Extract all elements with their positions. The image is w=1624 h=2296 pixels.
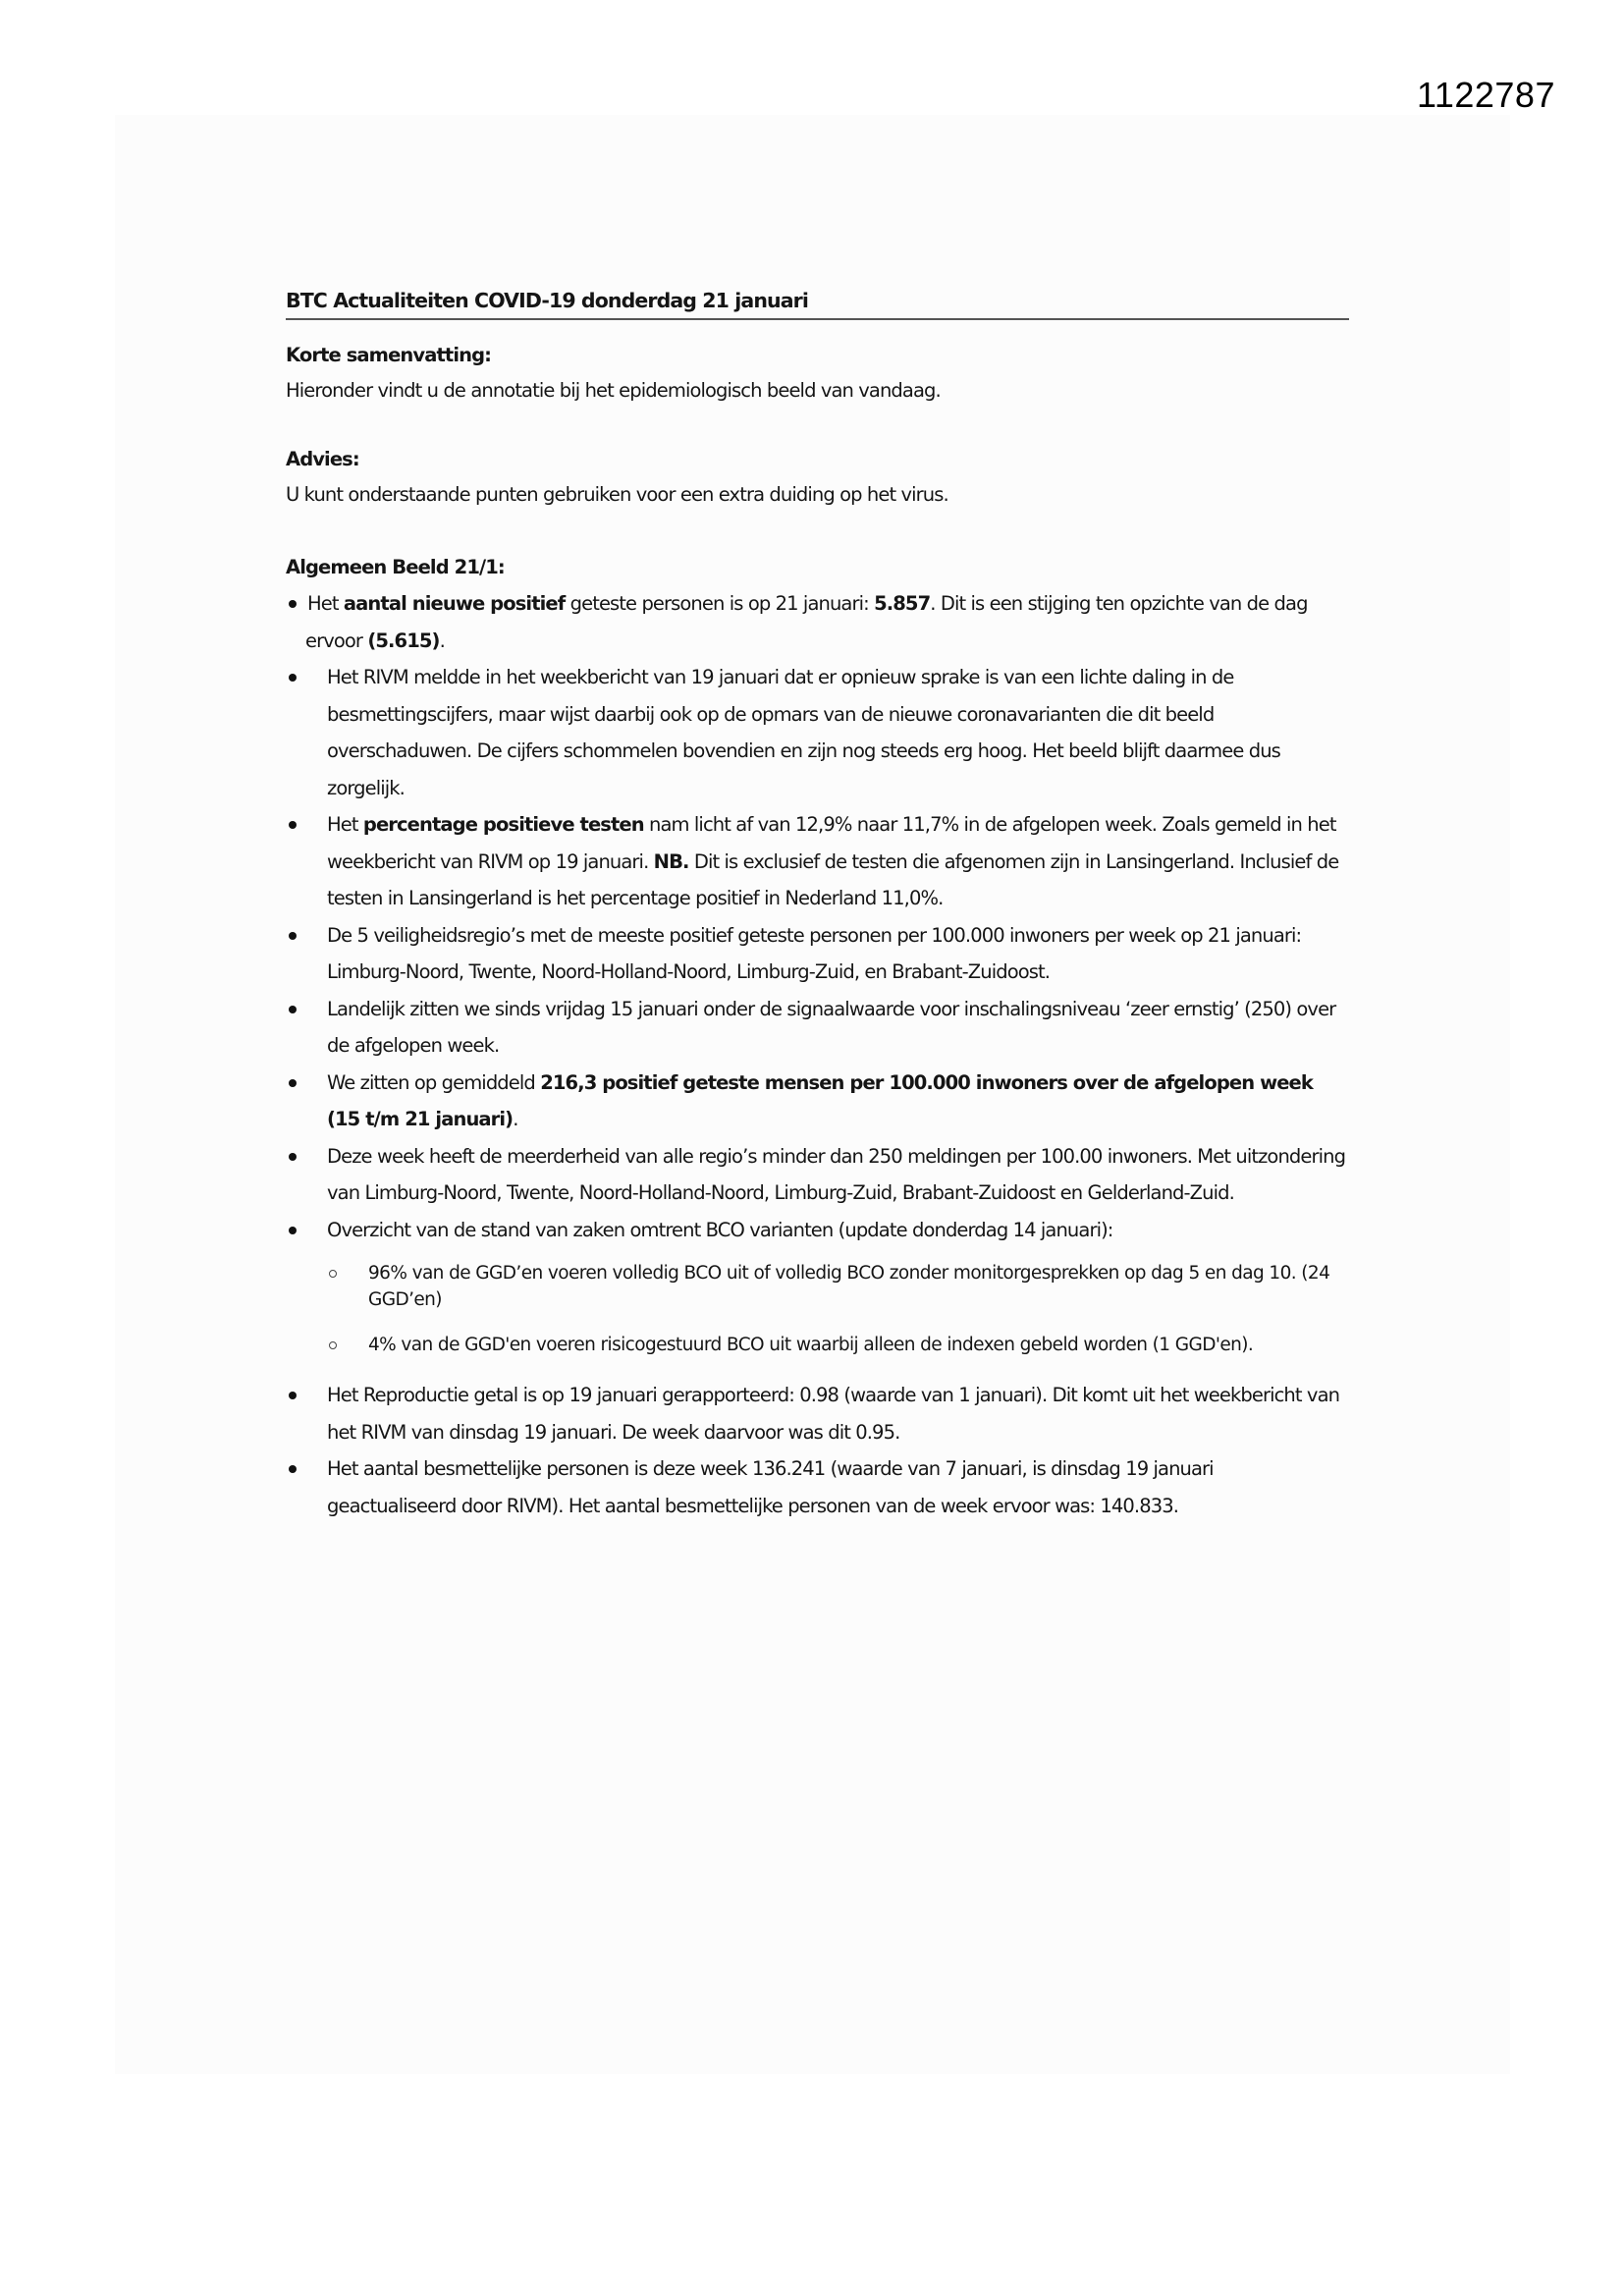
bullet-dot-icon (289, 1153, 297, 1161)
advice-heading: Advies: (286, 448, 359, 470)
summary-heading: Korte samenvatting: (286, 344, 492, 366)
bullet-dot-icon (289, 1392, 297, 1399)
bullet-bco-overview: Overzicht van de stand van zaken omtrent BCO varianten (update donderdag 14 januari): 96% van de GGD’en voeren volledig BCO uit of volledig BCO zonder monitorgesprekken op dag 5 en dag 10. (24 GGD’en) 4% van de GGD'en voeren risicogestuurd BCO uit waarbij alleen de indexen gebeld worden (1 GGD'en). (286, 1212, 1346, 1359)
bullet-contagious-persons: Het aantal besmettelijke personen is deze week 136.241 (waarde van 7 januari, is dinsdag 19 januari geactualiseerd door RIVM). Het aantal besmettelijke personen van de week ervoor was: 140.833. (286, 1450, 1346, 1524)
bullet-new-positives: Het aantal nieuwe positief geteste personen is op 21 januari: 5.857. Dit is een stijging ten opzichte van de dag ervoor (5.615). (286, 585, 1346, 659)
sub-bullet-risk-based-bco: 4% van de GGD'en voeren risicogestuurd BCO uit waarbij alleen de indexen gebeld worden (1 GGD'en). (286, 1332, 1346, 1358)
bullet-dot-icon (289, 1079, 297, 1087)
bullet-rivm-weekly: Het RIVM meldde in het weekbericht van 19 januari dat er opnieuw sprake is van een lichte daling in de besmettingscijfers, maar wijst daarbij ook op de opmars van de nieuwe coronavarianten die dit beeld overschaduwen. De cijfers schommelen bovendien en zijn nog steeds erg hoog. Het beeld blijft daarmee dus zorgelijk. (286, 659, 1346, 806)
general-bullet-list (286, 585, 1346, 1524)
summary-text: Hieronder vindt u de annotatie bij het epidemiologisch beeld van vandaag. (286, 379, 941, 402)
document-id: 1122787 (1417, 75, 1555, 115)
sub-bullet-circle-icon (329, 1341, 337, 1349)
general-heading: Algemeen Beeld 21/1: (286, 556, 505, 578)
sub-bullet-full-bco: 96% van de GGD’en voeren volledig BCO uit of volledig BCO zonder monitorgesprekken op dag 5 en dag 10. (24 GGD’en) (286, 1260, 1346, 1313)
sub-bullet-circle-icon (329, 1270, 337, 1278)
bullet-dot-icon (289, 1465, 297, 1473)
document-body (286, 287, 1346, 1524)
bullet-dot-icon (289, 674, 297, 682)
bullet-dot-icon (289, 1227, 297, 1234)
bullet-positive-percentage: Het percentage positieve testen nam licht af van 12,9% naar 11,7% in de afgelopen week. Zoals gemeld in het weekbericht van RIVM op 19 januari. NB. Dit is exclusief de testen die afgenomen zijn in Lansingerland. Inclusief de testen in Lansingerland is het percentage positief in Nederland 11,0%. (286, 806, 1346, 917)
advice-text: U kunt onderstaande punten gebruiken voor een extra duiding op het virus. (286, 483, 948, 506)
bullet-dot-icon (289, 1006, 297, 1013)
bullet-top-regions: De 5 veiligheidsregio’s met de meeste positief geteste personen per 100.000 inwoners per week op 21 januari: Limburg-Noord, Twente, Noord-Holland-Noord, Limburg-Zuid, en Brabant-Zuidoost. (286, 917, 1346, 991)
bullet-reproduction-number: Het Reproductie getal is op 19 januari gerapporteerd: 0.98 (waarde van 1 januari). Dit komt uit het weekbericht van het RIVM van dinsdag 19 januari. De week daarvoor was dit 0.95. (286, 1377, 1346, 1450)
bullet-dot-icon (289, 932, 297, 940)
bullet-dot-icon (289, 821, 297, 829)
bullet-average-per-100k: We zitten op gemiddeld 216,3 positief geteste mensen per 100.000 inwoners over de afgelopen week (15 t/m 21 januari). (286, 1065, 1346, 1138)
bullet-dot-icon (289, 600, 297, 608)
bullet-signal-value: Landelijk zitten we sinds vrijdag 15 januari onder de signaalwaarde voor inschalingsniveau ‘zeer ernstig’ (250) over de afgelopen week. (286, 991, 1346, 1065)
bco-sub-list (286, 1260, 1346, 1358)
bullet-regions-below-250: Deze week heeft de meerderheid van alle regio’s minder dan 250 meldingen per 100.00 inwoners. Met uitzondering van Limburg-Noord, Twente, Noord-Holland-Noord, Limburg-Zuid, Brabant-Zuidoost en Gelderland-Zuid. (286, 1138, 1346, 1212)
document-title: BTC Actualiteiten COVID-19 donderdag 21 januari (286, 289, 808, 312)
